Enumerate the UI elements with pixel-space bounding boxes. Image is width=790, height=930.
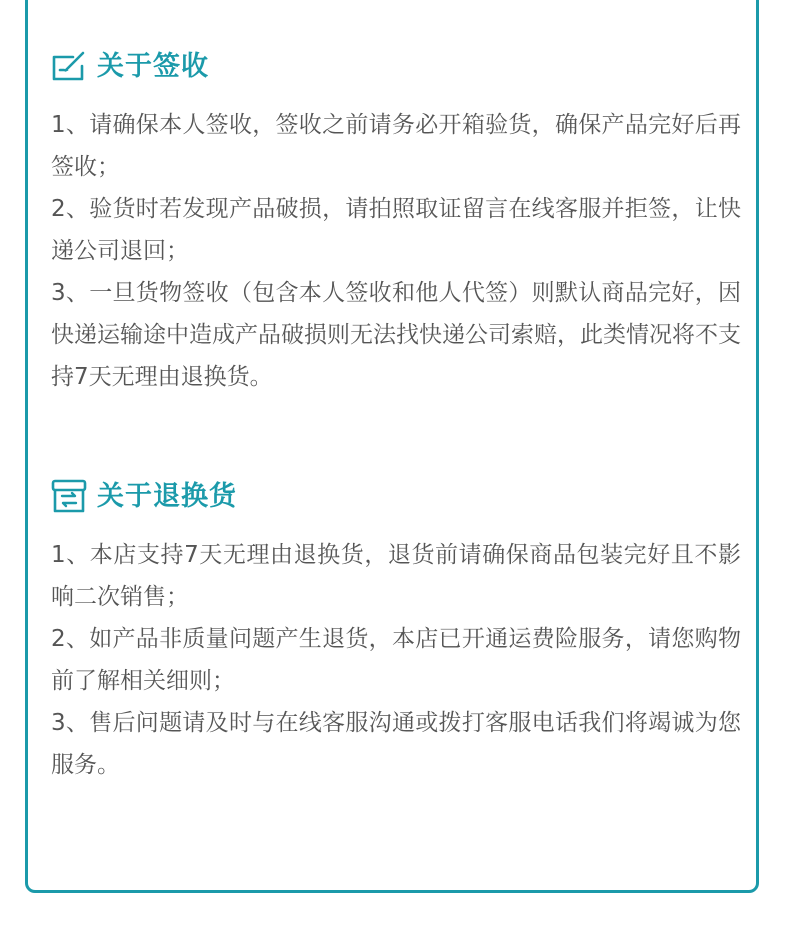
paragraph-list bbox=[51, 534, 741, 786]
section-title: 关于签收 bbox=[97, 51, 209, 82]
paragraph: 2、验货时若发现产品破损，请拍照取证留言在线客服并拒签，让快递公司退回； bbox=[51, 196, 741, 264]
edit-icon bbox=[51, 49, 87, 85]
paragraph-list bbox=[51, 104, 741, 398]
return-box-icon bbox=[51, 479, 87, 515]
paragraph: 1、请确保本人签收，签收之前请务必开箱验货，确保产品完好后再签收； bbox=[51, 112, 741, 180]
paragraph: 3、一旦货物签收（包含本人签收和他人代签）则默认商品完好，因快递运输途中造成产品破损则无法找快递公司索赔，此类情况将不支持7天无理由退换货。 bbox=[51, 280, 741, 390]
section-heading bbox=[51, 48, 741, 86]
section-title: 关于退换货 bbox=[97, 481, 237, 512]
section-returns bbox=[51, 478, 741, 786]
section-sign-for bbox=[51, 48, 741, 398]
section-heading bbox=[51, 478, 741, 516]
paragraph: 2、如产品非质量问题产生退货，本店已开通运费险服务，请您购物前了解相关细则； bbox=[51, 626, 741, 694]
paragraph: 3、售后问题请及时与在线客服沟通或拨打客服电话我们将竭诚为您服务。 bbox=[51, 710, 741, 778]
paragraph: 1、本店支持7天无理由退换货，退货前请确保商品包装完好且不影响二次销售； bbox=[51, 542, 741, 610]
